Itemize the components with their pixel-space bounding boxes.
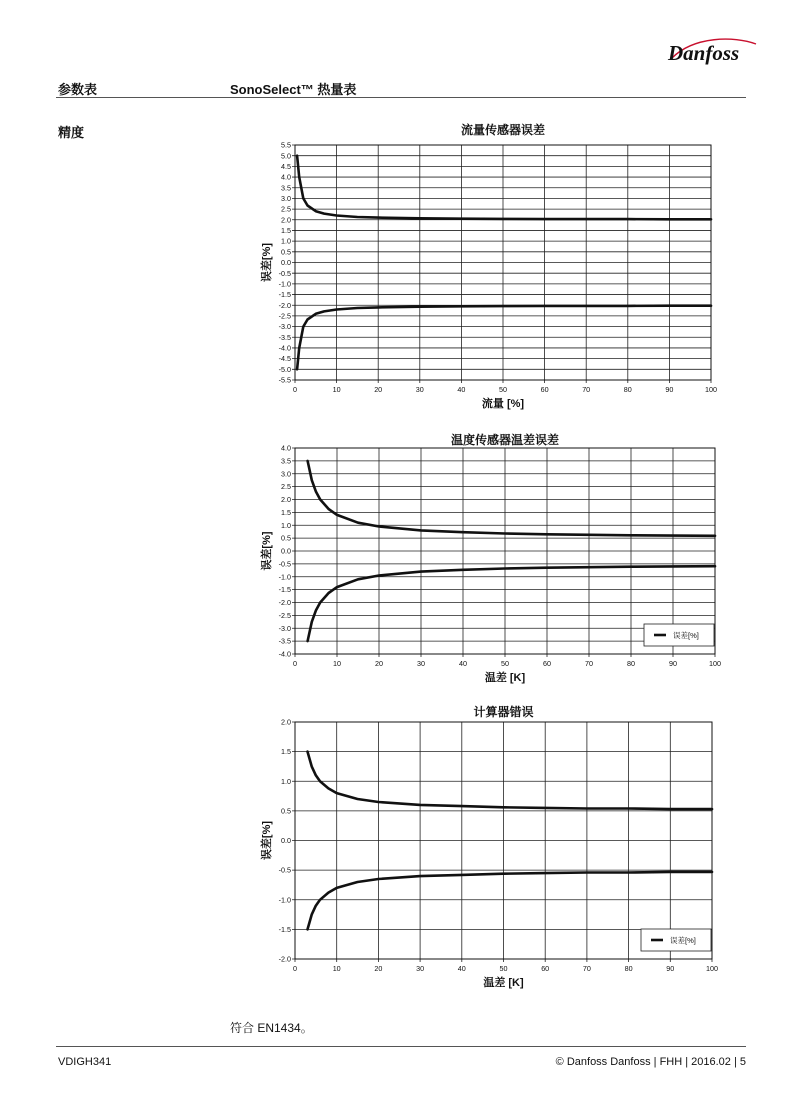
x-tick-label: 0	[293, 385, 297, 394]
y-tick-label: 2.0	[281, 717, 291, 727]
chart-title: 流量传感器误差	[460, 123, 546, 137]
y-tick-label: 0.5	[281, 247, 291, 257]
y-tick-label: -4.5	[278, 354, 291, 364]
upper-error-curve	[308, 752, 713, 810]
x-tick-label: 50	[499, 964, 508, 973]
legend-label: 误差[%]	[670, 936, 696, 945]
y-tick-label: -2.5	[278, 610, 291, 620]
y-tick-label: -3.5	[278, 332, 291, 342]
y-tick-label: 1.5	[281, 226, 291, 236]
y-tick-label: 1.0	[281, 776, 291, 786]
x-tick-label: 10	[333, 659, 341, 668]
chart-legend	[641, 929, 711, 951]
x-tick-label: 20	[374, 385, 383, 394]
x-tick-label: 40	[459, 659, 467, 668]
temperature-sensor-error-chart	[230, 428, 750, 690]
y-tick-label: -5.5	[278, 375, 291, 385]
y-tick-label: 5.5	[281, 140, 291, 150]
y-axis-label: 误差[%]	[261, 820, 273, 861]
x-tick-label: 90	[669, 659, 677, 668]
document-code: VDIGH341	[58, 1056, 112, 1068]
y-tick-label: -4.0	[278, 649, 291, 659]
y-tick-label: 5.0	[281, 151, 291, 161]
x-tick-label: 60	[540, 385, 549, 394]
y-tick-label: -2.0	[278, 300, 291, 310]
flow-sensor-error-chart	[230, 118, 750, 418]
y-tick-label: -4.0	[278, 343, 291, 353]
y-tick-label: 0.0	[281, 836, 291, 846]
y-tick-label: 1.5	[281, 507, 291, 517]
x-tick-label: 30	[417, 659, 425, 668]
y-tick-label: -1.0	[278, 279, 291, 289]
x-tick-label: 80	[627, 659, 635, 668]
y-tick-label: 2.5	[281, 204, 291, 214]
x-tick-label: 70	[582, 385, 591, 394]
x-tick-label: 20	[374, 964, 383, 973]
x-tick-label: 50	[499, 385, 507, 394]
y-tick-label: 2.0	[281, 215, 291, 225]
y-tick-label: -0.5	[278, 865, 291, 875]
y-tick-label: -2.5	[278, 311, 291, 321]
y-tick-label: -3.5	[278, 636, 291, 646]
x-tick-label: 30	[416, 964, 425, 973]
x-tick-label: 90	[665, 385, 674, 394]
y-tick-label: 3.5	[281, 456, 291, 466]
footer-divider	[56, 1046, 746, 1047]
y-tick-label: 4.0	[281, 172, 291, 182]
y-axis-label: 误差[%]	[261, 242, 273, 283]
x-axis-label: 温差 [K]	[484, 672, 526, 684]
document-title: SonoSelect™ 热量表	[230, 82, 357, 97]
legend-label: 误差[%]	[673, 631, 699, 640]
x-tick-label: 40	[457, 385, 466, 394]
x-tick-label: 20	[375, 659, 383, 668]
compliance-note: 符合 EN1434。	[230, 1021, 313, 1035]
x-tick-label: 10	[332, 964, 341, 973]
y-tick-label: 1.5	[281, 747, 291, 757]
x-tick-label: 30	[415, 385, 424, 394]
x-tick-label: 100	[709, 659, 721, 668]
chart-title: 计算器错误	[473, 705, 534, 719]
y-tick-label: 1.0	[281, 236, 291, 246]
y-tick-label: -2.0	[278, 954, 291, 964]
x-tick-label: 60	[541, 964, 550, 973]
x-tick-label: 70	[582, 964, 591, 973]
x-tick-label: 40	[457, 964, 466, 973]
footer-copyright: © Danfoss Danfoss | FHH | 2016.02 | 5	[555, 1056, 746, 1068]
calculator-error-chart	[230, 700, 750, 996]
x-tick-label: 80	[623, 385, 632, 394]
y-tick-label: 2.0	[281, 495, 291, 505]
y-tick-label: -2.0	[278, 598, 291, 608]
y-tick-label: 0.0	[281, 258, 291, 268]
y-tick-label: 0.5	[281, 533, 291, 543]
y-tick-label: 3.0	[281, 469, 291, 479]
y-tick-label: -5.0	[278, 364, 291, 374]
y-tick-label: -0.5	[278, 559, 291, 569]
y-tick-label: 0.0	[281, 546, 291, 556]
y-tick-label: 4.5	[281, 161, 291, 171]
chart-title: 温度传感器温差误差	[450, 433, 560, 447]
x-tick-label: 0	[293, 659, 297, 668]
danfoss-logo	[664, 30, 760, 68]
y-tick-label: -3.0	[278, 623, 291, 633]
x-tick-label: 90	[666, 964, 675, 973]
x-tick-label: 100	[706, 964, 718, 973]
x-axis-label: 温差 [K]	[483, 977, 524, 989]
x-tick-label: 0	[293, 964, 297, 973]
x-tick-label: 70	[585, 659, 593, 668]
x-tick-label: 10	[332, 385, 341, 394]
y-tick-label: 2.5	[281, 482, 291, 492]
x-tick-label: 50	[501, 659, 509, 668]
y-tick-label: -1.0	[278, 895, 291, 905]
y-tick-label: -0.5	[278, 268, 291, 278]
y-tick-label: 4.0	[281, 443, 291, 453]
y-tick-label: 3.0	[281, 194, 291, 204]
upper-error-curve	[308, 461, 715, 536]
lower-error-curve	[308, 872, 713, 930]
danfoss-logo-text: Danfoss	[668, 41, 740, 65]
x-axis-label: 流量 [%]	[481, 398, 525, 410]
y-tick-label: -1.5	[278, 290, 291, 300]
header-divider	[56, 97, 746, 98]
y-tick-label: -1.0	[278, 572, 291, 582]
x-tick-label: 100	[705, 385, 717, 394]
section-title: 精度	[58, 125, 85, 140]
section-label: 参数表	[58, 82, 98, 97]
y-axis-label: 误差[%]	[261, 531, 273, 571]
y-tick-label: -1.5	[278, 585, 291, 595]
x-tick-label: 60	[543, 659, 551, 668]
y-tick-label: -1.5	[278, 924, 291, 934]
x-tick-label: 80	[624, 964, 633, 973]
y-tick-label: 3.5	[281, 183, 291, 193]
y-tick-label: 0.5	[281, 806, 291, 816]
y-tick-label: 1.0	[281, 520, 291, 530]
chart-legend	[644, 624, 714, 646]
y-tick-label: -3.0	[278, 322, 291, 332]
